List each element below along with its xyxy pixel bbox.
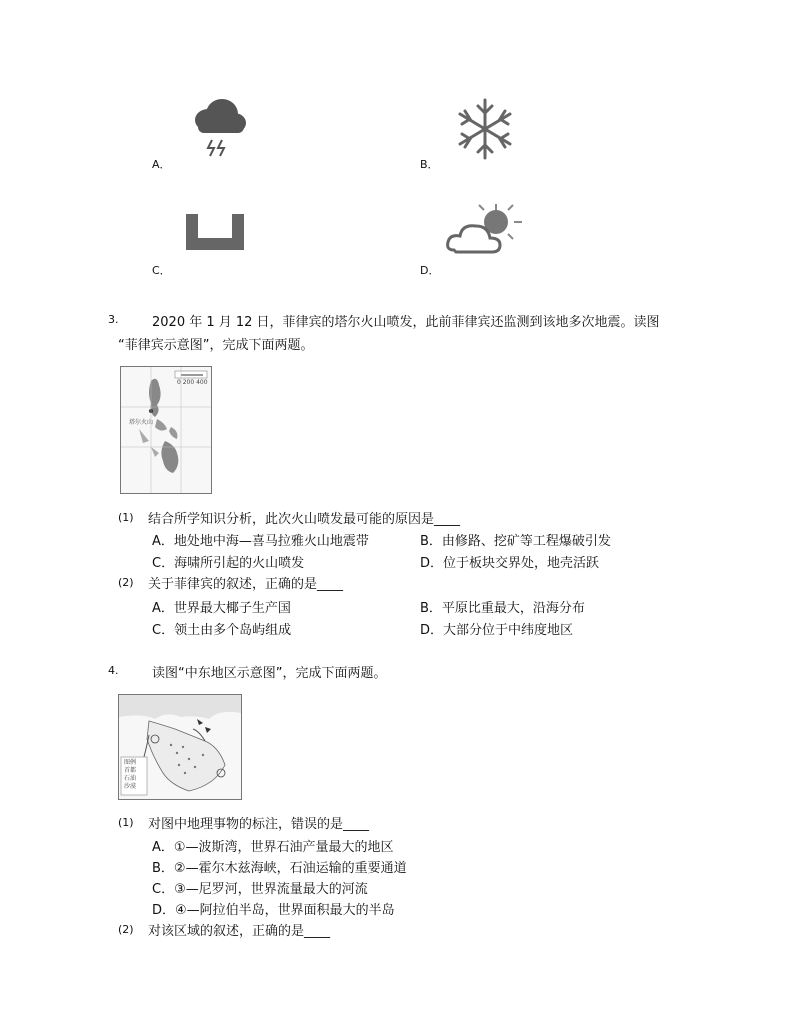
legend-item: 沙漠 (124, 783, 137, 790)
sandstorm-icon (184, 212, 246, 252)
option-letter: A． (152, 158, 171, 171)
question-stem: 读图“中东地区示意图”，完成下面两题。 (152, 666, 387, 681)
choice-a: A．地处地中海—喜马拉雅火山地震带 (152, 534, 369, 549)
choice-b: B．②—霍尔木兹海峡，石油运输的重要通道 (152, 861, 407, 876)
choice-b: B．由修路、挖矿等工程爆破引发 (420, 534, 611, 549)
choice-a: A．①—波斯湾，世界石油产量最大的地区 (152, 840, 394, 855)
legend-title: 图例 (124, 759, 137, 766)
philippines-map (120, 366, 212, 494)
choice-c: C．海啸所引起的火山喷发 (152, 556, 305, 571)
choice-c: C．领土由多个岛屿组成 (152, 623, 292, 638)
sub-question-number: (2) (118, 576, 134, 589)
question-number: 3. (108, 313, 119, 326)
choice-c: C．③—尼罗河，世界流量最大的河流 (152, 882, 368, 897)
sub-question-text: 结合所学知识分析，此次火山喷发最可能的原因是____ (148, 512, 461, 527)
sub-question-text: 对图中地理事物的标注，错误的是____ (148, 817, 370, 832)
partly-cloudy-icon (444, 202, 526, 260)
question-stem: “菲律宾示意图”，完成下面两题。 (118, 338, 314, 353)
question-number: 4. (108, 664, 119, 677)
choice-d: D．位于板块交界处，地壳活跃 (420, 556, 600, 571)
sub-question-number: (1) (118, 511, 134, 524)
sub-question-number: (2) (118, 923, 134, 936)
option-letter: B． (420, 158, 439, 171)
middle-east-map (118, 694, 242, 800)
question-stem: 2020 年 1 月 12 日，菲律宾的塔尔火山喷发，此前菲律宾还监测到该地多次地震。读图 (152, 315, 660, 330)
option-letter: D． (420, 264, 440, 277)
choice-d: D．大部分位于中纬度地区 (420, 623, 574, 638)
map-scale: 0 200 400 (177, 379, 208, 386)
thunderstorm-icon (190, 96, 248, 162)
legend-item: 石油 (124, 775, 137, 782)
choice-a: A．世界最大椰子生产国 (152, 601, 291, 616)
legend-item: 首都 (124, 767, 137, 774)
choice-d: D．④—阿拉伯半岛，世界面积最大的半岛 (152, 903, 395, 918)
snowflake-icon (446, 96, 524, 162)
option-letter: C． (152, 264, 171, 277)
sub-question-text: 关于菲律宾的叙述，正确的是____ (148, 577, 344, 592)
map-label-volcano: 塔尔火山 (129, 419, 154, 426)
map-legend (124, 759, 136, 791)
sub-question-text: 对该区域的叙述，正确的是____ (148, 924, 331, 939)
sub-question-number: (1) (118, 816, 134, 829)
choice-b: B．平原比重最大，沿海分布 (420, 601, 585, 616)
